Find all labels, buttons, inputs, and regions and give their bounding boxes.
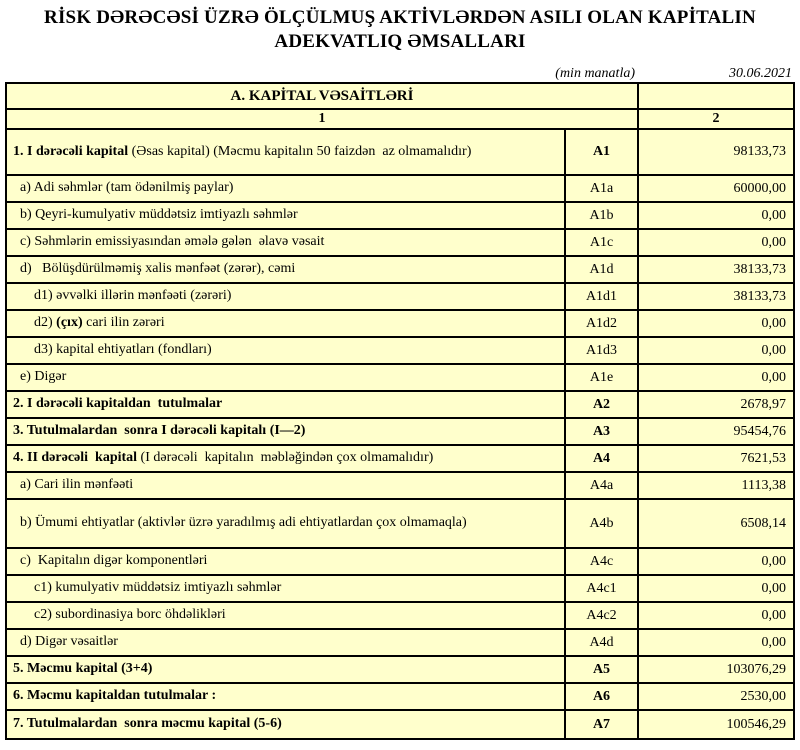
table-row — [7, 392, 793, 419]
row-value: 0,00 — [637, 549, 793, 574]
row-value: 0,00 — [637, 230, 793, 255]
table-row — [7, 446, 793, 473]
table-row — [7, 284, 793, 311]
row-label: 7. Tutulmalardan sonra məcmu kapital (5-6) — [13, 716, 282, 732]
report-date: 30.06.2021 — [729, 65, 792, 81]
table-body — [7, 130, 793, 738]
page-title-line2: ADEKVATLIQ ƏMSALLARI — [274, 31, 526, 53]
row-code: A1b — [564, 203, 637, 228]
table-row — [7, 657, 793, 684]
table-row — [7, 473, 793, 500]
row-value: 38133,73 — [637, 257, 793, 282]
row-value: 0,00 — [637, 338, 793, 363]
row-code: A6 — [564, 684, 637, 709]
section-header: A. KAPİTAL VƏSAİTLƏRİ — [230, 87, 414, 104]
row-value: 0,00 — [637, 203, 793, 228]
row-value: 100546,29 — [637, 711, 793, 738]
row-code: A5 — [564, 657, 637, 682]
row-value: 38133,73 — [637, 284, 793, 309]
row-code: A1c — [564, 230, 637, 255]
row-value: 98133,73 — [637, 130, 793, 174]
column-header-1: 1 — [318, 111, 326, 126]
row-code: A1d2 — [564, 311, 637, 336]
row-label: b) Qeyri-kumulyativ müddətsiz imtiyazlı səhmlər — [20, 207, 298, 223]
column-number-row — [7, 110, 793, 130]
row-code: A1 — [564, 130, 637, 174]
row-code: A1d1 — [564, 284, 637, 309]
row-label: 3. Tutulmalardan sonra I dərəcəli kapitalı (I—2) — [13, 423, 306, 439]
row-code: A4b — [564, 500, 637, 547]
row-label: c2) subordinasiya borc öhdəlikləri — [34, 607, 226, 623]
table-row — [7, 130, 793, 176]
table-row — [7, 203, 793, 230]
row-value: 103076,29 — [637, 657, 793, 682]
table-row — [7, 603, 793, 630]
table-row — [7, 419, 793, 446]
row-code: A1d3 — [564, 338, 637, 363]
row-value: 0,00 — [637, 603, 793, 628]
page-title-line1: RİSK DƏRƏCƏSİ ÜZRƏ ÖLÇÜLMUŞ AKTİVLƏRDƏN ASILI OLAN KAPİTALIN — [44, 7, 756, 28]
table-row — [7, 549, 793, 576]
row-label: c) Səhmlərin emissiyasından əmələ gələn əlavə vəsait — [20, 234, 325, 250]
row-label: c) Kapitalın digər komponentləri — [20, 553, 208, 569]
table-row — [7, 684, 793, 711]
row-value: 6508,14 — [637, 500, 793, 547]
table-row — [7, 576, 793, 603]
row-value: 2530,00 — [637, 684, 793, 709]
row-label: a) Cari ilin mənfəəti — [20, 477, 134, 493]
table-row — [7, 257, 793, 284]
row-value: 0,00 — [637, 311, 793, 336]
row-label: 4. II dərəcəli kapital (I dərəcəli kapitalın məbləğindən çox olmamalıdır) — [13, 450, 434, 466]
row-value: 0,00 — [637, 365, 793, 390]
row-label: a) Adi səhmlər (tam ödənilmiş paylar) — [20, 180, 234, 196]
row-code: A1e — [564, 365, 637, 390]
table-row — [7, 500, 793, 549]
table-row — [7, 630, 793, 657]
row-code: A4c2 — [564, 603, 637, 628]
meta-row — [0, 62, 800, 84]
row-code: A3 — [564, 419, 637, 444]
row-value: 0,00 — [637, 576, 793, 601]
table-row — [7, 365, 793, 392]
row-label: d) Digər vəsaitlər — [20, 634, 118, 650]
row-value: 95454,76 — [637, 419, 793, 444]
row-label: d2) (çıx) cari ilin zərəri — [34, 315, 165, 331]
section-header-empty-cell — [637, 84, 793, 108]
row-code: A4c — [564, 549, 637, 574]
row-value: 7621,53 — [637, 446, 793, 471]
unit-note: (min manatla) — [555, 65, 635, 81]
capital-table — [5, 82, 795, 740]
row-label: c1) kumulyativ müddətsiz imtiyazlı səhmlər — [34, 580, 282, 596]
row-label: e) Digər — [20, 369, 67, 385]
row-value: 0,00 — [637, 630, 793, 655]
row-label: 6. Məcmu kapitaldan tutulmalar : — [13, 688, 217, 704]
section-header-row — [7, 84, 793, 110]
row-label: d1) əvvəlki illərin mənfəəti (zərəri) — [34, 288, 232, 304]
page-title — [0, 6, 800, 55]
table-row — [7, 176, 793, 203]
table-row — [7, 711, 793, 738]
row-label: d3) kapital ehtiyatları (fondları) — [34, 342, 212, 358]
row-label: 1. I dərəcəli kapital (Əsas kapital) (Məcmu kapitalın 50 faizdən az olmamalıdır) — [13, 143, 472, 159]
row-value: 60000,00 — [637, 176, 793, 201]
row-value: 2678,97 — [637, 392, 793, 417]
row-code: A4 — [564, 446, 637, 471]
row-code: A4a — [564, 473, 637, 498]
row-label: d) Bölüşdürülməmiş xalis mənfəət (zərər), cəmi — [20, 261, 296, 277]
table-row — [7, 311, 793, 338]
row-code: A1d — [564, 257, 637, 282]
row-label: 5. Məcmu kapital (3+4) — [13, 661, 153, 677]
row-code: A1a — [564, 176, 637, 201]
row-label: b) Ümumi ehtiyatlar (aktivlər üzrə yaradılmış adi ehtiyatlardan çox olmamaqla) — [20, 515, 467, 531]
row-code: A7 — [564, 711, 637, 738]
column-header-2: 2 — [637, 110, 793, 128]
table-row — [7, 230, 793, 257]
row-value: 1113,38 — [637, 473, 793, 498]
row-code: A4d — [564, 630, 637, 655]
table-row — [7, 338, 793, 365]
row-code: A4c1 — [564, 576, 637, 601]
row-code: A2 — [564, 392, 637, 417]
row-label: 2. I dərəcəli kapitaldan tutulmalar — [13, 396, 223, 412]
